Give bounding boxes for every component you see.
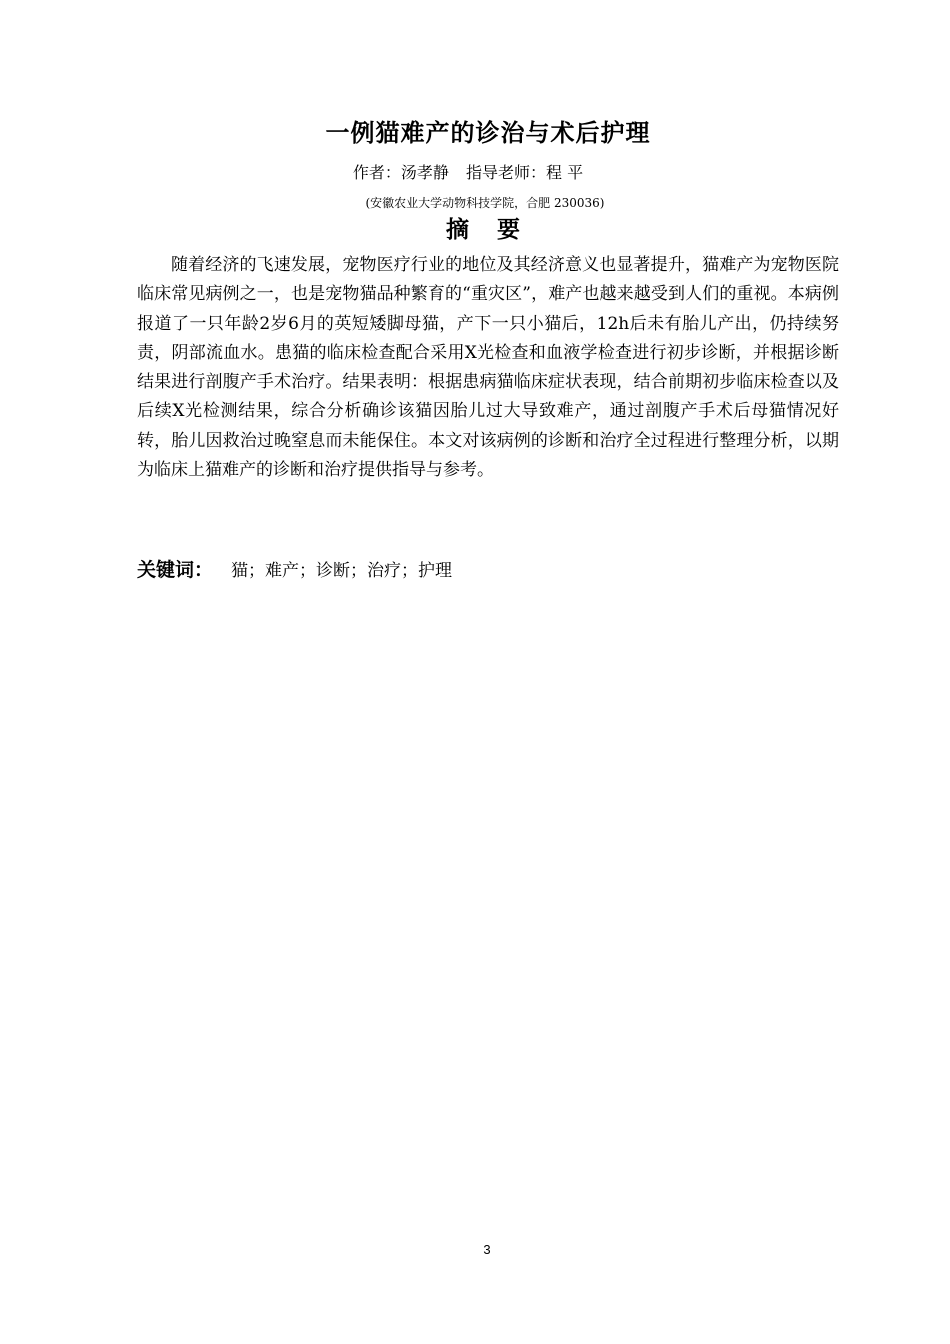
abstract-heading: 摘 要 xyxy=(445,217,530,243)
author-line xyxy=(0,160,936,183)
keywords-value: 猫；难产；诊断；治疗；护理 xyxy=(231,561,453,581)
paper-title: 一例猫难产的诊治与术后护理 xyxy=(325,119,651,147)
keywords-line xyxy=(137,555,452,582)
keywords-label: 关键词： xyxy=(137,559,214,581)
page-number: 3 xyxy=(483,1242,491,1257)
affiliation: (安徽农业大学动物科技学院，合肥 230036) xyxy=(365,196,605,210)
advisor-name: 指导老师：程 平 xyxy=(466,163,584,182)
author-name: 作者：汤孝静 xyxy=(352,163,449,182)
abstract-body: 随着经济的飞速发展，宠物医疗行业的地位及其经济意义也显著提升，猫难产为宠物医院临床常见病例之一，也是宠物猫品种繁育的“重灾区”，难产也越来越受到人们的重视。本病例报道了一只年龄2岁6月的英短矮脚母猫，产下一只小猫后，12h后未有胎儿产出，仍持续努责，阴部流血水。患猫的临床检查配合采用X光检查和血液学检查进行初步诊断，并根据诊断结果进行剖腹产手术治疗。结果表明：根据患病猫临床症状表现，结合前期初步临床检查以及后续X光检测结果，综合分析确诊该猫因胎儿过大导致难产，通过剖腹产手术后母猫情况好转，胎儿因救治过晚窒息而未能保住。本文对该病例的诊断和治疗全过程进行整理分析，以期为临床上猫难产的诊断和治疗提供指导与参考。 xyxy=(137,255,839,481)
